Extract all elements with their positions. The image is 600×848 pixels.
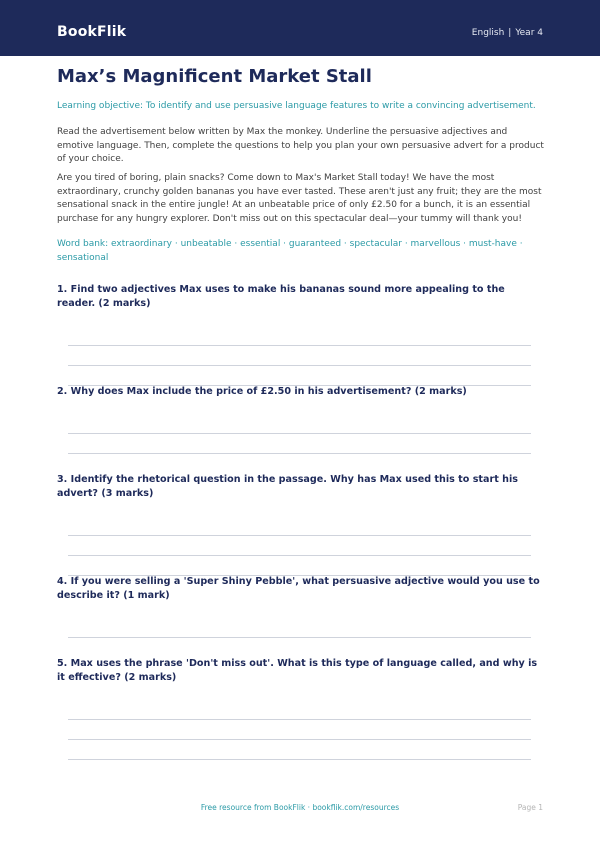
- learning-objective: Learning objective: To identify and use persuasive language features to write a convincing advertisement.: [57, 101, 536, 111]
- answer-line[interactable]: [68, 535, 531, 536]
- footer-credit[interactable]: Free resource from BookFlik · bookflik.com/resources: [200, 803, 400, 812]
- answer-line[interactable]: [68, 739, 531, 740]
- question-4: 4. If you were selling a 'Super Shiny Pebble', what persuasive adjective would you use to describe it? (1 mark): [57, 576, 540, 601]
- year-label: Year 4: [515, 28, 543, 38]
- answer-line[interactable]: [68, 433, 531, 434]
- worksheet-title: Max’s Magnificent Market Stall: [57, 66, 372, 87]
- question-5: 5. Max uses the phrase 'Don't miss out'. What is this type of language called, and why is it effective? (2 marks): [57, 658, 538, 683]
- question-1: 1. Find two adjectives Max uses to make his bananas sound more appealing to the reader. (2 marks): [57, 284, 505, 309]
- question-3: 3. Identify the rhetorical question in the passage. Why has Max used this to start his advert? (3 marks): [57, 474, 518, 499]
- answer-line[interactable]: [68, 759, 531, 760]
- subject-year-label: [472, 26, 543, 40]
- brand-logo[interactable]: BookFlik: [57, 24, 127, 40]
- answer-line[interactable]: [68, 555, 531, 556]
- page-number: Page 1: [517, 803, 543, 812]
- answer-line[interactable]: [68, 637, 531, 638]
- answer-line[interactable]: [68, 719, 531, 720]
- answer-line[interactable]: [68, 365, 531, 366]
- instructions-paragraph: Read the advertisement below written by Max the monkey. Underline the persuasive adjectives and emotive language. Then, complete the questions to help you plan your own persuasive advert for a product of your choice.: [57, 127, 544, 164]
- question-2: 2. Why does Max include the price of £2.50 in his advertisement? (2 marks): [57, 386, 467, 397]
- page-header: [0, 0, 600, 56]
- meta-separator: |: [508, 28, 512, 38]
- word-bank: Word bank: extraordinary · unbeatable · essential · guaranteed · spectacular · marvellous · must-have · sensational: [57, 239, 523, 263]
- advert-passage: Are you tired of boring, plain snacks? Come down to Max's Market Stall today! We have the most extraordinary, crunchy golden bananas you have ever tasted. These aren't just any fruit; they are the most sensational snack in the entire jungle! At an unbeatable price of only £2.50 for a bunch, it is an essential purchase for any hungry explorer. Don't miss out on this spectacular deal—your tummy will thank you!: [57, 173, 542, 224]
- answer-line[interactable]: [68, 345, 531, 346]
- subject-label: English: [471, 28, 505, 38]
- answer-line[interactable]: [68, 453, 531, 454]
